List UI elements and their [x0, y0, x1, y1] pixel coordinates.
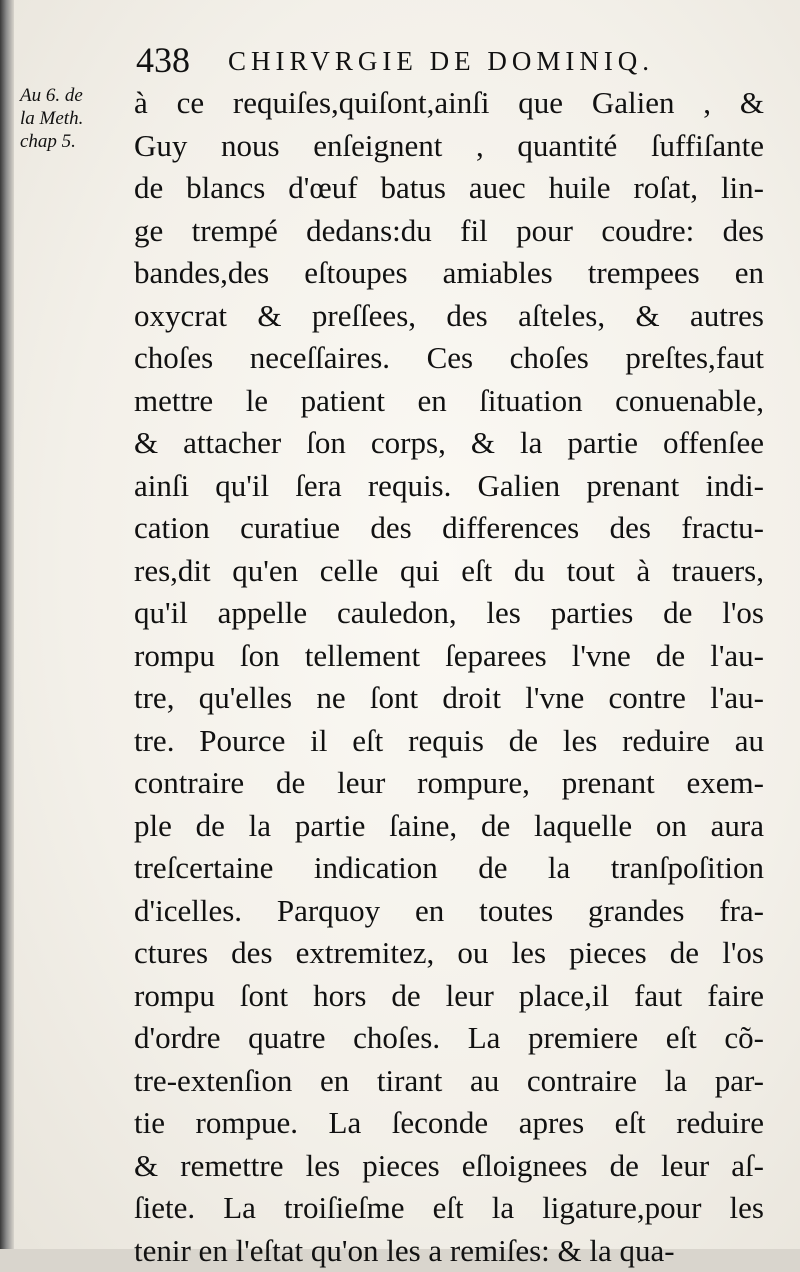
text-line: Guy nous enſeignent , quantité ſuffiſante [134, 125, 764, 168]
margin-note-line: la Meth. [20, 107, 135, 130]
text-line: de blancs d'œuf batus auec huile roſat, lin- [134, 167, 764, 210]
text-line: d'icelles. Parquoy en toutes grandes fra- [134, 890, 764, 933]
text-line: & attacher ſon corps, & la partie offenſee [134, 422, 764, 465]
text-line: ainſi qu'il ſera requis. Galien prenant indi- [134, 465, 764, 508]
text-line: cation curatiue des differences des fractu- [134, 507, 764, 550]
text-line: qu'il appelle cauledon, les parties de l'os [134, 592, 764, 635]
text-line: choſes neceſſaires. Ces choſes preſtes,faut [134, 337, 764, 380]
text-line: contraire de leur rompure, prenant exem- [134, 762, 764, 805]
text-line: tre. Pource il eſt requis de les reduire au [134, 720, 764, 763]
page-header [136, 38, 756, 82]
text-line: rompu ſon tellement ſeparees l'vne de l'au- [134, 635, 764, 678]
text-line: tre, qu'elles ne ſont droit l'vne contre l'au- [134, 677, 764, 720]
text-line: rompu ſont hors de leur place,il faut faire [134, 975, 764, 1018]
text-line: ple de la partie ſaine, de laquelle on aura [134, 805, 764, 848]
text-line: tre-extenſion en tirant au contraire la par- [134, 1060, 764, 1103]
text-line: ſiete. La troiſieſme eſt la ligature,pour les [134, 1187, 764, 1230]
text-line: ge trempé dedans:du fil pour coudre: des [134, 210, 764, 253]
body-text [134, 82, 764, 1272]
text-line: d'ordre quatre choſes. La premiere eſt cõ- [134, 1017, 764, 1060]
text-line: mettre le patient en ſituation conuenable, [134, 380, 764, 423]
margin-note [20, 84, 135, 153]
text-line: tie rompue. La ſeconde apres eſt reduire [134, 1102, 764, 1145]
margin-note-line: chap 5. [20, 130, 135, 153]
text-line: oxycrat & preſſees, des aſteles, & autres [134, 295, 764, 338]
text-line: ctures des extremitez, ou les pieces de l'os [134, 932, 764, 975]
page-number: 438 [136, 38, 190, 82]
text-line: tenir en l'eſtat qu'on les a remiſes: & la qua- [134, 1230, 764, 1272]
binding-edge [0, 0, 14, 1249]
margin-note-line: Au 6. de [20, 84, 135, 107]
text-line: bandes,des eſtoupes amiables trempees en [134, 252, 764, 295]
text-line: treſcertaine indication de la tranſpoſition [134, 847, 764, 890]
text-line: res,dit qu'en celle qui eſt du tout à trauers, [134, 550, 764, 593]
running-head: CHIRVRGIE DE DOMINIQ. [228, 44, 654, 78]
text-line: & remettre les pieces eſloignees de leur aſ- [134, 1145, 764, 1188]
text-line: à ce requiſes,quiſont,ainſi que Galien , & [134, 82, 764, 125]
